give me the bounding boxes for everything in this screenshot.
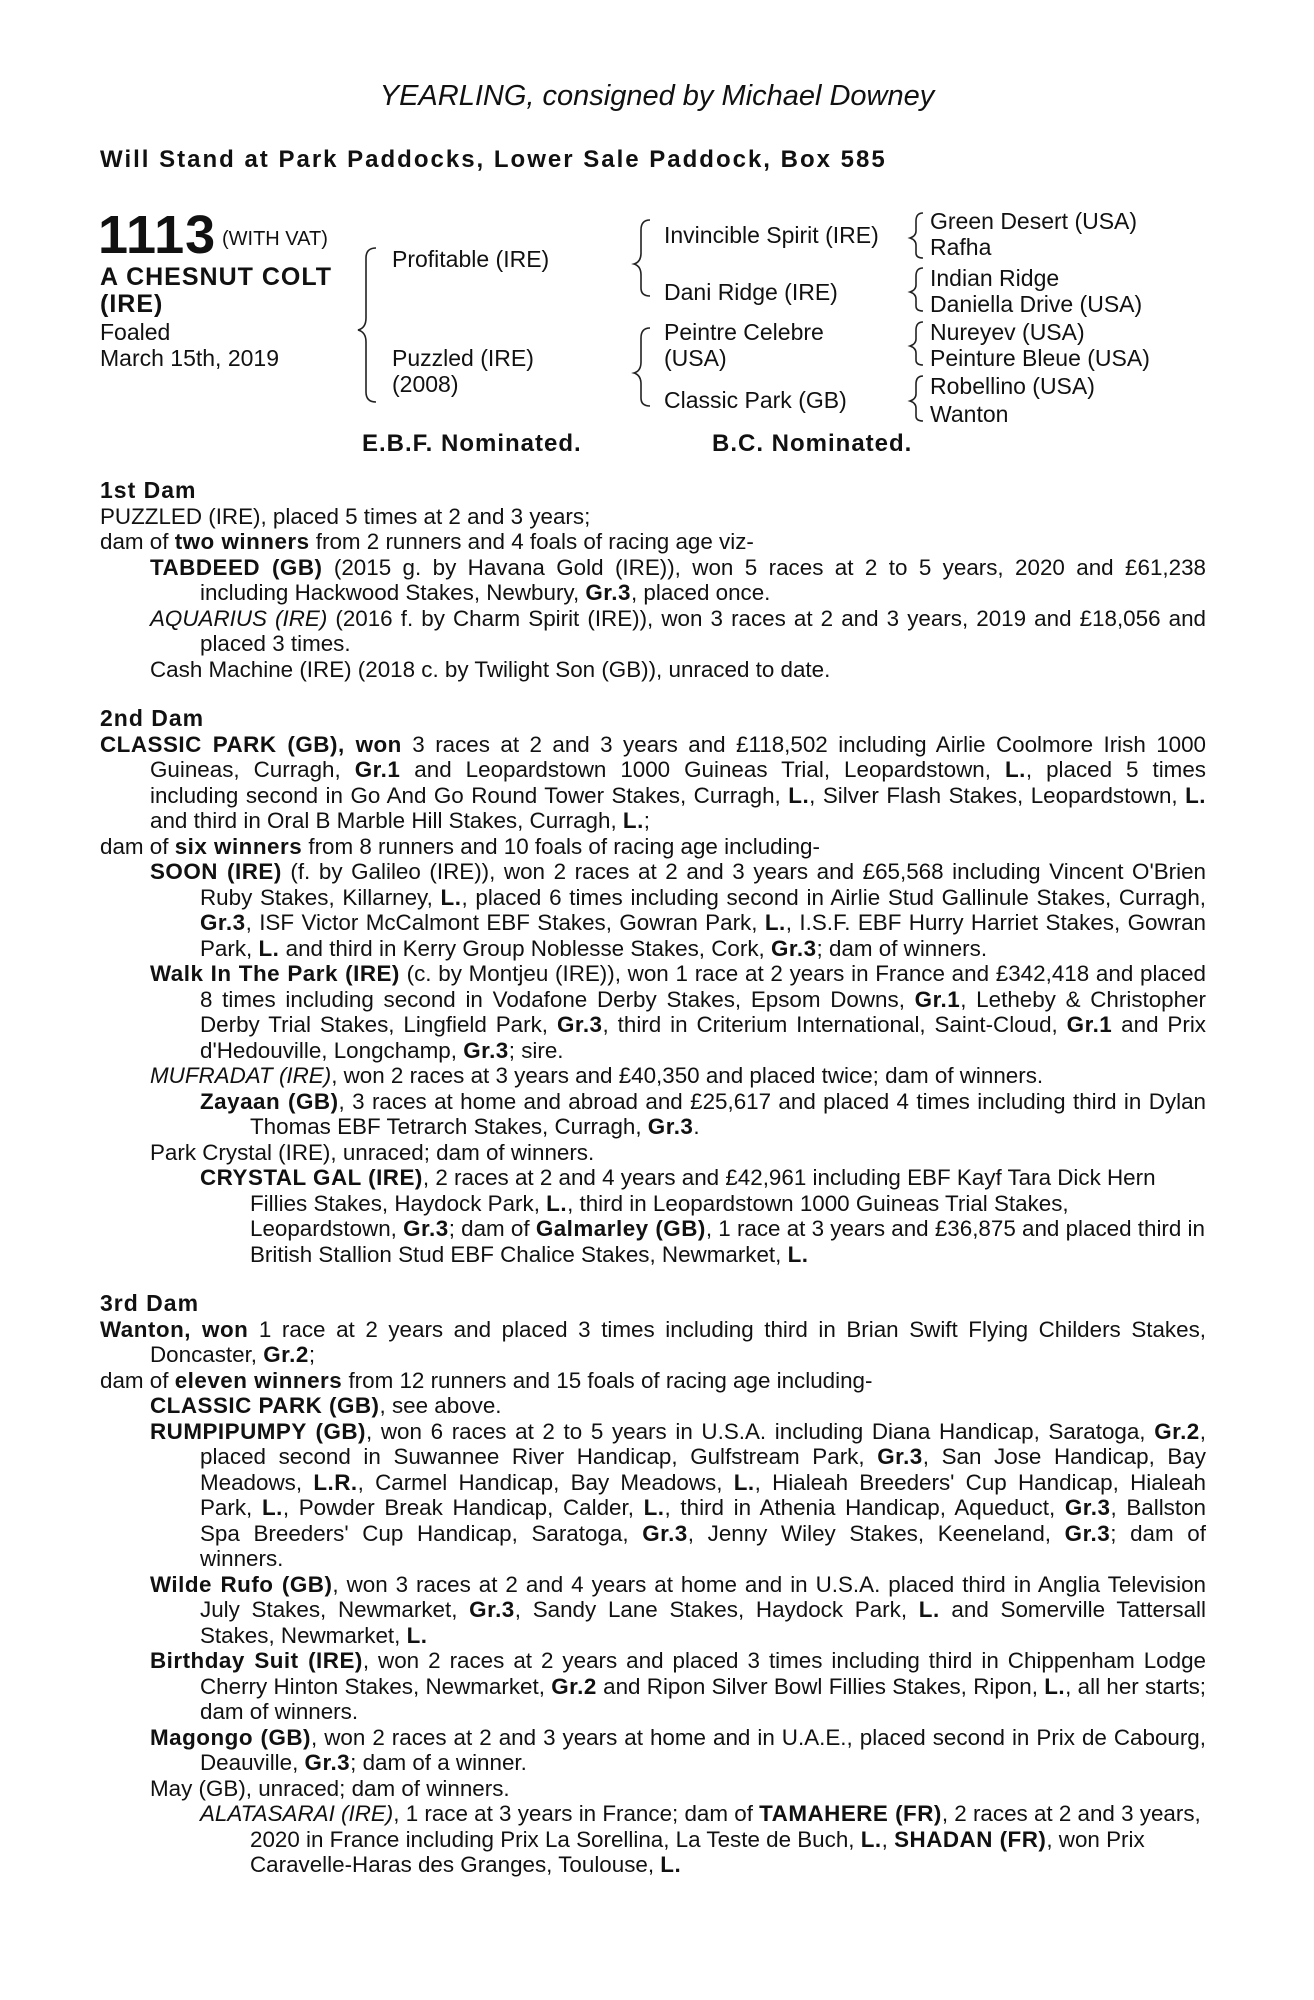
lot-description-line2: (IRE) xyxy=(100,290,164,318)
first-dam-heading: 1st Dam xyxy=(100,477,197,503)
pedigree-dam-sire-line2: (USA) xyxy=(664,345,727,371)
catalogue-body xyxy=(100,478,1206,1878)
pedigree-g4: Daniella Drive (USA) xyxy=(930,291,1143,317)
produce-entry-walk-in-the-park: Walk In The Park (IRE) (c. by Montjeu (IRE)), won 1 race at 2 years in France and £342,418 and placed 8 times including second in Vodafone Derby Stakes, Epsom Downs, Gr.1, Letheby & Christopher Derby Trial Stakes, Lingfield Park, Gr.3, third in Criterium International, Saint-Cloud, Gr.1 and Prix d'Hedouville, Longchamp, Gr.3; sire. xyxy=(150,961,1206,1063)
produce-entry-zayaan: Zayaan (GB), 3 races at home and abroad and £25,617 and placed 4 times including third in Dylan Thomas EBF Tetrarch Stakes, Curragh, Gr.3. xyxy=(200,1088,1206,1139)
lot-number: 1113 xyxy=(98,205,217,265)
third-dam-summary: Wanton, won 1 race at 2 years and placed 3 times including third in Brian Swift Flying Childers Stakes, Doncaster, Gr.2; xyxy=(100,1316,1206,1367)
produce-entry-aquarius: AQUARIUS (IRE) (2016 f. by Charm Spirit (IRE)), won 3 races at 2 and 3 years, 2019 and £18,056 and placed 3 times. xyxy=(150,605,1206,656)
produce-entry-crystal-gal: CRYSTAL GAL (IRE), 2 races at 2 and 4 years and £42,961 including EBF Kayf Tara Dick Hern Fillies Stakes, Haydock Park, L., third in Leopardstown 1000 Guineas Trial Stakes, Leopardstown, Gr.3; dam of Galmarley (GB), 1 race at 3 years and £36,875 and placed third in British Stallion Stud EBF Chalice Stakes, Newmarket, L. xyxy=(200,1165,1205,1267)
first-dam-summary: PUZZLED (IRE), placed 5 times at 2 and 3 years; xyxy=(100,503,591,529)
produce-entry-mufradat: MUFRADAT (IRE), won 2 races at 3 years and £40,350 and placed twice; dam of winners. xyxy=(150,1063,1044,1088)
foaled-date: March 15th, 2019 xyxy=(100,345,280,371)
pedigree-g8: Wanton xyxy=(930,401,1009,427)
brace-dam xyxy=(634,328,650,406)
produce-entry-classic-park: CLASSIC PARK (GB), see above. xyxy=(150,1393,502,1418)
produce-entry-soon: SOON (IRE) (f. by Galileo (IRE)), won 2 races at 2 and 3 years and £65,568 including Vincent O'Brien Ruby Stakes, Killarney, L., placed 6 times including second in Airlie Stud Gallinule Stakes, Curragh, Gr.3, ISF Victor McCalmont EBF Stakes, Gowran Park, L., I.S.F. EBF Hurry Harriet Stakes, Gowran Park, L. and third in Kerry Group Noblesse Stakes, Cork, Gr.3; dam of winners. xyxy=(150,859,1207,961)
pedigree-dam-sire-line1: Peintre Celebre xyxy=(664,319,824,345)
second-dam-heading: 2nd Dam xyxy=(100,705,205,731)
brace-g3 xyxy=(910,322,923,365)
page-header-title: YEARLING, consigned by Michael Downey xyxy=(379,80,935,112)
pedigree-g5: Nureyev (USA) xyxy=(930,319,1085,345)
produce-entry-birthday-suit: Birthday Suit (IRE), won 2 races at 2 years and placed 3 times including third in Chippenham Lodge Cherry Hinton Stakes, Newmarket, Gr.2 and Ripon Silver Bowl Fillies Stakes, Ripon, L., all her starts; dam of winners. xyxy=(150,1648,1206,1724)
produce-entry-tabdeed: TABDEED (GB) (2015 g. by Havana Gold (IRE)), won 5 races at 2 to 5 years, 2020 and £61,238 including Hackwood Stakes, Newbury, Gr.3, placed once. xyxy=(150,554,1206,605)
pedigree-dam-year: (2008) xyxy=(392,371,459,397)
first-dam-produce-intro: dam of two winners from 2 runners and 4 foals of racing age viz- xyxy=(100,529,754,554)
third-dam-heading: 3rd Dam xyxy=(100,1290,200,1316)
produce-entry-alatasarai: ALATASARAI (IRE), 1 race at 3 years in France; dam of TAMAHERE (FR), 2 races at 2 and 3 years, 2020 in France including Prix La Sorellina, La Teste de Buch, L., SHADAN (FR), won Prix Caravelle-Haras des Granges, Toulouse, L. xyxy=(200,1801,1201,1877)
second-dam-summary: CLASSIC PARK (GB), won 3 races at 2 and 3 years and £118,502 including Airlie Coolmore Irish 1000 Guineas, Curragh, Gr.1 and Leopardstown 1000 Guineas Trial, Leopardstown, L., placed 5 times including second in Go And Go Round Tower Stakes, Curragh, L., Silver Flash Stakes, Leopardstown, L. and third in Oral B Marble Hill Stakes, Curragh, L.; xyxy=(100,731,1207,833)
produce-entry-park-crystal: Park Crystal (IRE), unraced; dam of winners. xyxy=(150,1139,595,1165)
pedigree-braces xyxy=(0,0,1314,470)
foaled-label: Foaled xyxy=(100,319,171,345)
pedigree-dam: Puzzled (IRE) xyxy=(392,345,534,371)
pedigree-dam-dam: Classic Park (GB) xyxy=(664,387,847,413)
stand-location: Will Stand at Park Paddocks, Lower Sale Paddock, Box 585 xyxy=(100,146,887,173)
lot-description-line1: A CHESNUT COLT xyxy=(100,263,333,291)
bc-nominated: B.C. Nominated. xyxy=(712,430,913,457)
pedigree-g1: Green Desert (USA) xyxy=(930,208,1138,234)
pedigree-g6: Peinture Bleue (USA) xyxy=(930,345,1150,371)
pedigree-g3: Indian Ridge xyxy=(930,265,1060,291)
second-dam-produce-intro: dam of six winners from 8 runners and 10 foals of racing age including- xyxy=(100,833,820,859)
pedigree-g2: Rafha xyxy=(930,234,992,260)
produce-entry-may: May (GB), unraced; dam of winners. xyxy=(150,1775,510,1801)
brace-sire xyxy=(634,220,650,296)
brace-gen1 xyxy=(358,248,376,402)
pedigree-sire: Profitable (IRE) xyxy=(392,246,550,272)
third-dam-produce-intro: dam of eleven winners from 12 runners and 15 foals of racing age including- xyxy=(100,1367,873,1393)
brace-g2 xyxy=(910,268,923,311)
produce-entry-rumpipumpy: RUMPIPUMPY (GB), won 6 races at 2 to 5 years in U.S.A. including Diana Handicap, Saratoga, Gr.2, placed second in Suwannee River Handicap, Gulfstream Park, Gr.3, San Jose Handicap, Bay Meadows, L.R., Carmel Handicap, Bay Meadows, L., Hialeah Breeders' Cup Handicap, Hialeah Park, L., Powder Break Handicap, Calder, L., third in Athenia Handicap, Aqueduct, Gr.3, Ballston Spa Breeders' Cup Handicap, Saratoga, Gr.3, Jenny Wiley Stakes, Keeneland, Gr.3; dam of winners. xyxy=(150,1418,1206,1571)
ebf-nominated: E.B.F. Nominated. xyxy=(362,430,582,457)
produce-entry-magongo: Magongo (GB), won 2 races at 2 and 3 years at home and in U.A.E., placed second in Prix de Cabourg, Deauville, Gr.3; dam of a winner. xyxy=(150,1724,1206,1775)
vat-label: (WITH VAT) xyxy=(222,228,328,250)
produce-entry-cash-machine: Cash Machine (IRE) (2018 c. by Twilight Son (GB)), unraced to date. xyxy=(150,656,831,682)
brace-g1 xyxy=(910,213,923,258)
pedigree-sire-dam: Dani Ridge (IRE) xyxy=(664,279,838,305)
pedigree-g7: Robellino (USA) xyxy=(930,373,1095,399)
pedigree-sire-sire: Invincible Spirit (IRE) xyxy=(664,222,879,248)
produce-entry-wilde-rufo: Wilde Rufo (GB), won 3 races at 2 and 4 years at home and in U.S.A. placed third in Anglia Television July Stakes, Newmarket, Gr.3, Sandy Lane Stakes, Haydock Park, L. and Somerville Tattersall Stakes, Newmarket, L. xyxy=(150,1571,1206,1648)
brace-g4 xyxy=(910,376,923,421)
